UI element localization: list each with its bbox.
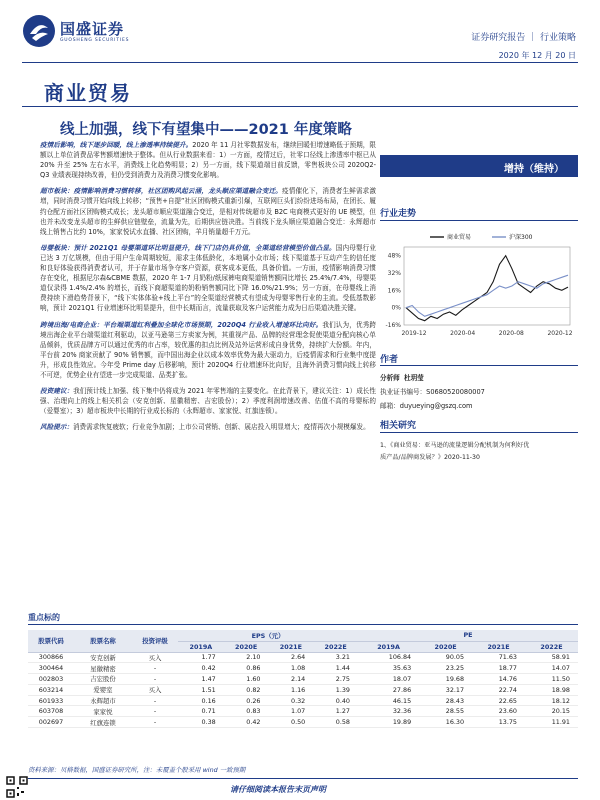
cell-name: 红旗连锁 [74, 717, 132, 728]
table-row [28, 674, 578, 685]
chart-grid [404, 247, 570, 325]
cell-pe: 58.91 [525, 652, 578, 663]
related-divider [380, 432, 578, 433]
table-row [28, 717, 578, 728]
cell-pe: 28.55 [419, 706, 472, 717]
table-header-row [28, 630, 578, 641]
cell-pe: 16.30 [419, 717, 472, 728]
key-stocks-table [28, 630, 578, 728]
cell-eps: 0.82 [224, 684, 269, 695]
cell-code: 002803 [28, 674, 74, 685]
cert-number: S0680520080007 [426, 388, 485, 396]
cell-pe: 106.84 [358, 652, 419, 663]
table-row [28, 706, 578, 717]
paragraph-lead: 风险提示： [40, 423, 73, 432]
series-line-0 [406, 256, 568, 321]
cell-eps: 0.86 [224, 663, 269, 674]
x-tick-label: 2019-12 [401, 330, 427, 337]
analyst-label: 分析师 [380, 374, 400, 382]
col-eps: EPS（元） [178, 630, 358, 641]
footer-disclaimer: 请仔细阅读本报告末页声明 [230, 785, 326, 794]
paragraph-lead: 母婴板块：预计 2021Q1 母婴渠道环比明显提升，线下门店仍具价值，全渠道经营模型价值凸显。 [40, 243, 336, 252]
cell-pe: 32.36 [358, 706, 419, 717]
table-row [28, 652, 578, 663]
cell-code: 300464 [28, 663, 74, 674]
paragraph-lead: 投资建议： [40, 387, 74, 396]
related-heading: 相关研究 [380, 421, 417, 431]
cell-eps: 1.27 [313, 706, 358, 717]
report-type: 证券研究报告 ｜ 行业策略 [471, 33, 576, 43]
y-tick-label: 48% [387, 252, 401, 260]
cell-eps: 2.10 [224, 652, 269, 663]
cell-name: 爱婴室 [74, 684, 132, 695]
cell-pe: 28.43 [419, 695, 472, 706]
cell-code: 002697 [28, 717, 74, 728]
col-pe: PE [358, 630, 578, 641]
cell-name: 安克创新 [74, 652, 132, 663]
y-tick-label: 16% [387, 287, 401, 295]
y-tick-label: -16% [385, 322, 401, 329]
table-source: 资料来源：贝格数据，国盛证券研究所，注：未覆盖个股采用 wind 一致预期 [28, 766, 246, 774]
cell-eps: 0.42 [178, 663, 224, 674]
cell-rating: - [132, 695, 178, 706]
x-tick-label: 2020-12 [547, 330, 573, 337]
cell-pe: 11.91 [525, 717, 578, 728]
report-date: 2020 年 12 月 20 日 [498, 51, 576, 60]
col-year: 2021E [269, 641, 314, 652]
cell-eps: 1.51 [178, 684, 224, 695]
performance-chart [380, 225, 578, 345]
cell-eps: 2.75 [313, 674, 358, 685]
footer-divider [22, 778, 578, 779]
cell-pe: 23.60 [472, 706, 525, 717]
cell-pe: 90.05 [419, 652, 472, 663]
cell-rating: - [132, 706, 178, 717]
chart-legend [430, 233, 533, 241]
cell-code: 603214 [28, 684, 74, 695]
col-year: 2021E [472, 641, 525, 652]
paragraph-lead: 超市板块：疫情影响消费习惯转移，社区团购风起云涌，龙头顺应渠道融合变迁。 [40, 187, 283, 196]
cell-pe: 13.75 [472, 717, 525, 728]
cell-pe: 32.17 [419, 684, 472, 695]
cell-eps: 1.47 [178, 674, 224, 685]
cell-pe: 18.77 [472, 663, 525, 674]
table-title: 重点标的 [28, 613, 60, 622]
col-year: 2020E [419, 641, 472, 652]
paragraph-text: 疫情催化下，消费者生鲜需求激增，同时消费习惯开始向线上转移；“预售+自提”社区团购模式重新引爆，互联网巨头们纷纷进场布局，在团长、履约仓配方面社区团购模式成长；龙头超市顺应渠道融合变迁，是相对传统超市及 B2C 电商模式更好的 UE 模型，但也并未改变龙头超市的生鲜供应链壁垒，流量为先，后期供应链决胜。当前线下龙头顺应渠道融合变迁：永辉超市线上销售占比约 10%，家家悦试水直播、社区团购，羊月销量超千万元。 [40, 187, 377, 236]
cell-eps: 1.77 [178, 652, 224, 663]
table-row [28, 663, 578, 674]
cell-eps: 1.07 [269, 706, 314, 717]
cell-pe: 23.25 [419, 663, 472, 674]
paragraph-text: 国内母婴行业已达 3 万亿规模，但由于用户生命周期较短，需求主体低龄化，本地属小众市场；线下渠道基于互动产生的信任度和良好体验获得消费者认可，并于存量市场争夺客户资源，获客成本更低，具备价值。一方面，疫情影响消费习惯存在变化，根据尼尔森&CBME 数据，2020 年 1-7 月奶粉/纸尿裤电商渠道销售额同比增长 25.4%/7.4%，母婴渠道仅录得 1.4%/2.4% 的增长，而线下商超渠道的奶粉销售额同比下降 16.0%/21.9%；另一方面，在母婴线上消费持续下滑趋势背景下，“线下实体体验+线上平台”的全渠道经营模式有望成为母婴零售行业的主流。受低基数影响，预计 2021Q1 行业增速环比明显提升，但中长期而言，流量获取及客户运营能力成为日后渠道决胜关键。 [40, 243, 376, 313]
legend-label: 商业贸易 [447, 234, 472, 241]
cell-name: 吉宏股份 [74, 674, 132, 685]
cell-pe: 19.68 [419, 674, 472, 685]
cell-eps: 1.16 [269, 684, 314, 695]
cell-pe: 22.74 [472, 684, 525, 695]
table-row [28, 684, 578, 695]
cell-pe: 18.98 [525, 684, 578, 695]
brand-mark-icon [22, 14, 56, 48]
x-tick-label: 2020-04 [450, 330, 476, 337]
paragraph-supermarket [40, 186, 376, 236]
rating-label: 增持（维持） [504, 164, 564, 175]
paragraph-lead: 跨境出海/电商企业：平台端渠道红利叠加全球化市场预期，2020Q4 行业收入增速环比向好。 [40, 320, 323, 329]
rating-badge [380, 155, 578, 177]
sector-divider [22, 106, 578, 107]
cell-pe: 20.15 [525, 706, 578, 717]
cell-eps: 0.16 [178, 695, 224, 706]
cell-eps: 0.38 [178, 717, 224, 728]
legend-label: 沪深300 [509, 234, 533, 241]
cell-pe: 19.89 [358, 717, 419, 728]
col-year: 2019A [178, 641, 224, 652]
report-body [40, 140, 376, 438]
cert-row [380, 386, 485, 396]
cell-eps: 2.64 [269, 652, 314, 663]
table-body [28, 652, 578, 728]
cell-rating: - [132, 663, 178, 674]
cell-eps: 0.32 [269, 695, 314, 706]
cell-eps: 1.39 [313, 684, 358, 695]
col-rating: 投资评级 [132, 630, 178, 652]
cell-rating: 买入 [132, 684, 178, 695]
col-year: 2020E [224, 641, 269, 652]
paragraph-text: 我们认为，优秀跨境出海企业平台端渠道红利驱动，以亚马逊第三方卖家为例，其重视产品、品牌的经营理念促使渠道分配向核心单品倾斜，优质品牌方可以通过优秀的市占率，较优惠的扣点比例及站外运营形成自身优势，持续扩大份额。年内，平台前 20% 商家贡献了 90% 销售额，而中国出海企业以成本效率优势为最大驱动力，后疫情需求和行业集中度提升，形成良性效应。今年受 Prime day 后移影响，预计 2020Q4 行业增速环比向好，且海外消费习惯向线上转移不可逆，优势企业有望进一步完成渠道、品类扩张。 [40, 320, 377, 379]
chart-lines [406, 256, 568, 321]
cell-eps: 0.50 [269, 717, 314, 728]
table-row [28, 695, 578, 706]
paragraph-lead: 疫情后影响，线下逐步回暖，线上渗透率持续提升。 [40, 141, 193, 149]
author-divider [380, 365, 578, 366]
cell-eps: 1.60 [224, 674, 269, 685]
cell-rating: - [132, 717, 178, 728]
col-code: 股票代码 [28, 630, 74, 652]
cell-code: 601933 [28, 695, 74, 706]
cell-pe: 35.63 [358, 663, 419, 674]
header-divider [22, 62, 578, 63]
y-tick-label: 32% [387, 270, 401, 277]
cell-eps: 2.14 [269, 674, 314, 685]
paragraph-market [40, 140, 376, 180]
performance-divider [380, 220, 578, 221]
cell-eps: 0.58 [313, 717, 358, 728]
cell-code: 300866 [28, 652, 74, 663]
paragraph-maternity [40, 243, 376, 314]
cell-pe: 14.07 [525, 663, 578, 674]
performance-heading: 行业走势 [380, 209, 417, 219]
related-item-line-1[interactable]: 1、《商业贸易：亚马逊的流量逻辑分配机制为何利好优 [380, 442, 530, 449]
report-title: 线上加强，线下有望集中——2021 年度策略 [60, 122, 352, 138]
col-year: 2022E [313, 641, 358, 652]
cert-label: 执业证书编号： [380, 388, 427, 396]
chart-frame [404, 247, 570, 325]
paragraph-crossborder [40, 320, 376, 381]
email-label: 邮箱： [380, 402, 400, 410]
qr-code-icon [6, 776, 28, 798]
cell-eps: 0.42 [224, 717, 269, 728]
paragraph-text: 消费需求恢复疲软；行业竞争加剧；上市公司营销、创新、展店投入明显增大；疫情再次小规模爆发。 [72, 423, 370, 432]
cell-pe: 18.07 [358, 674, 419, 685]
analyst-name: 杜玥莹 [403, 374, 424, 382]
cell-eps: 3.21 [313, 652, 358, 663]
paragraph-text: 2020 年 11 月社零数据发布，继续回暖但增速略低于预期，限额以上单位消费品零售额增速快于整体。但从行业数据来看：1）一方面，疫情过后，社零口径线上渗透率中枢已从 20% 升至 25% 左右水平，消费线上化趋势明显；2）另一方面，线下渠道端目前反馈，零售板块公司 2020Q2-Q3 业绩表现持续改善，但仍受到消费力及消费习惯变化影响。 [40, 141, 376, 180]
cell-pe: 18.12 [525, 695, 578, 706]
author-heading: 作者 [380, 355, 399, 365]
cell-name: 永辉超市 [74, 695, 132, 706]
cell-pe: 22.65 [472, 695, 525, 706]
col-name: 股票名称 [74, 630, 132, 652]
table-divider [28, 624, 578, 625]
cell-rating: 买入 [132, 652, 178, 663]
sector-title: 商业贸易 [44, 81, 132, 105]
cell-eps: 0.26 [224, 695, 269, 706]
cell-eps: 0.40 [313, 695, 358, 706]
cell-name: 星徽精密 [74, 663, 132, 674]
cell-name: 家家悦 [74, 706, 132, 717]
cell-pe: 11.50 [525, 674, 578, 685]
cell-eps: 1.44 [313, 663, 358, 674]
related-item-line-2[interactable]: 质产品/品牌商发展？》2020-11-30 [380, 454, 480, 461]
brand-logo [22, 14, 172, 54]
paragraph-text: 我们预计线上加强、线下集中仍将成为 2021 年零售端的主要变化。在此背景下，建议关注：1）成长性强、治理向上的线上相关机会（安克创新、星徽精密、吉宏股份）；2）季度利润增速改善、估值不高的母婴标的（爱婴室）；3）超市板块中长期的行业成长标的（永辉超市、家家悦、红旗连锁）。 [40, 387, 377, 416]
chart-ticks [385, 253, 572, 337]
cell-eps: 0.83 [224, 706, 269, 717]
cell-eps: 0.71 [178, 706, 224, 717]
x-tick-label: 2020-08 [498, 330, 524, 337]
cell-code: 603708 [28, 706, 74, 717]
cell-pe: 27.86 [358, 684, 419, 695]
email-link[interactable]: duyueying@gszq.com [399, 402, 473, 410]
email-row [380, 400, 472, 410]
analyst-row [380, 372, 424, 382]
brand-name-en: GUOSHENG SECURITIES [60, 38, 130, 43]
cell-eps: 1.08 [269, 663, 314, 674]
y-tick-label: 0% [391, 304, 401, 312]
cell-rating: - [132, 674, 178, 685]
brand-name-cn: 国盛证券 [60, 20, 125, 38]
cell-pe: 71.63 [472, 652, 525, 663]
paragraph-investment [40, 386, 376, 416]
col-year: 2019A [358, 641, 419, 652]
cell-pe: 46.15 [358, 695, 419, 706]
paragraph-risk [40, 422, 376, 432]
col-year: 2022E [525, 641, 578, 652]
cell-pe: 14.76 [472, 674, 525, 685]
